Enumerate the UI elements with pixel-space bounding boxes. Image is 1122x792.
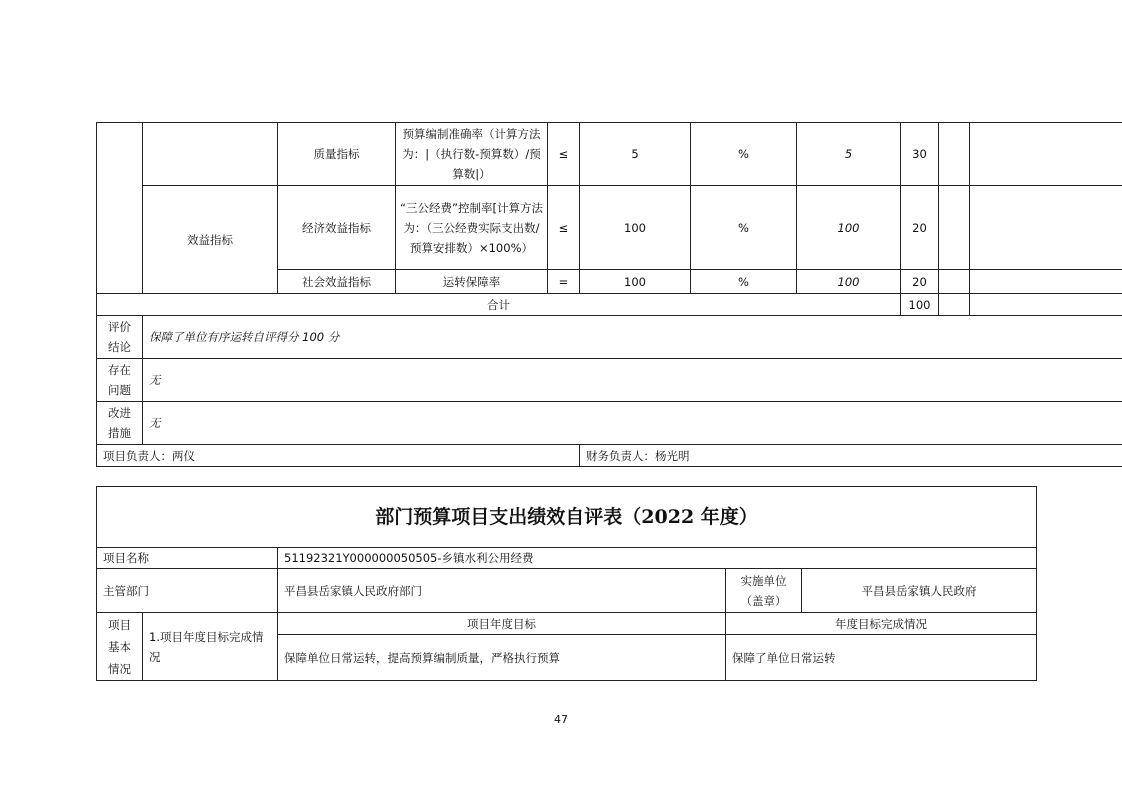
secondary-indicator: 社会效益指标 [278,270,396,294]
improve-text: 无 [143,402,1122,445]
goal-header: 项目年度目标 [278,613,726,635]
page-number: 47 [554,713,568,726]
dept-label: 主管部门 [97,569,278,613]
target-value: 5 [580,123,691,186]
dept-value: 平昌县岳家镇人民政府部门 [278,569,726,613]
improve-label: 改进措施 [97,402,143,445]
target-value: 100 [580,270,691,294]
project-name-label: 项目名称 [97,548,278,569]
project-leader: 项目负责人：两仪 [97,445,580,467]
indicator-name: 运转保障率 [396,270,548,294]
conclusion-label: 评价结论 [97,316,143,359]
secondary-indicator: 经济效益指标 [278,186,396,270]
form-title: 部门预算项目支出绩效自评表（2022 年度） [97,487,1037,548]
total-label: 合计 [97,294,901,316]
deviation-reason [970,186,1122,270]
operator: ≤ [548,123,580,186]
deviation-reason [970,270,1122,294]
completion-header: 年度目标完成情况 [726,613,1037,635]
completion-value: 保障了单位日常运转 [726,635,1037,681]
score-obtained [939,270,970,294]
indicator-name: “三公经费”控制率[计算方法为：（三公经费实际支出数/预算安排数）×100%） [396,186,548,270]
goal-value: 保障单位日常运转，提高预算编制质量，严格执行预算 [278,635,726,681]
indicator-name: 预算编制准确率（计算方法为：|（执行数-预算数）/预算数|） [396,123,548,186]
unit: % [691,186,797,270]
basic-label: 项目基本情况 [97,613,143,681]
primary-indicator-cell [97,123,143,294]
score: 20 [901,186,939,270]
score: 30 [901,123,939,186]
benefit-category: 效益指标 [143,186,278,294]
self-evaluation-table [96,486,1037,681]
total-score: 100 [901,294,939,316]
top-indicator-table [96,122,1122,467]
deviation-reason [970,123,1122,186]
item1-label: 1.项目年度目标完成情况 [143,613,278,681]
actual-value: 5 [797,123,901,186]
total-obtained [939,294,970,316]
score-obtained [939,186,970,270]
unit: % [691,270,797,294]
conclusion-text: 保障了单位有序运转自评得分 100 分 [143,316,1122,359]
secondary-indicator: 质量指标 [278,123,396,186]
target-value: 100 [580,186,691,270]
score: 20 [901,270,939,294]
total-remark [970,294,1122,316]
impl-label: 实施单位（盖章） [726,569,802,613]
finance-leader: 财务负责人：杨光明 [580,445,1122,467]
project-name-value: 51192321Y000000050505-乡镇水利公用经费 [278,548,1037,569]
operator: = [548,270,580,294]
score-obtained [939,123,970,186]
unit: % [691,123,797,186]
operator: ≤ [548,186,580,270]
problems-text: 无 [143,359,1122,402]
actual-value: 100 [797,270,901,294]
category-cell-empty [143,123,278,186]
impl-value: 平昌县岳家镇人民政府 [802,569,1037,613]
problems-label: 存在问题 [97,359,143,402]
actual-value: 100 [797,186,901,270]
